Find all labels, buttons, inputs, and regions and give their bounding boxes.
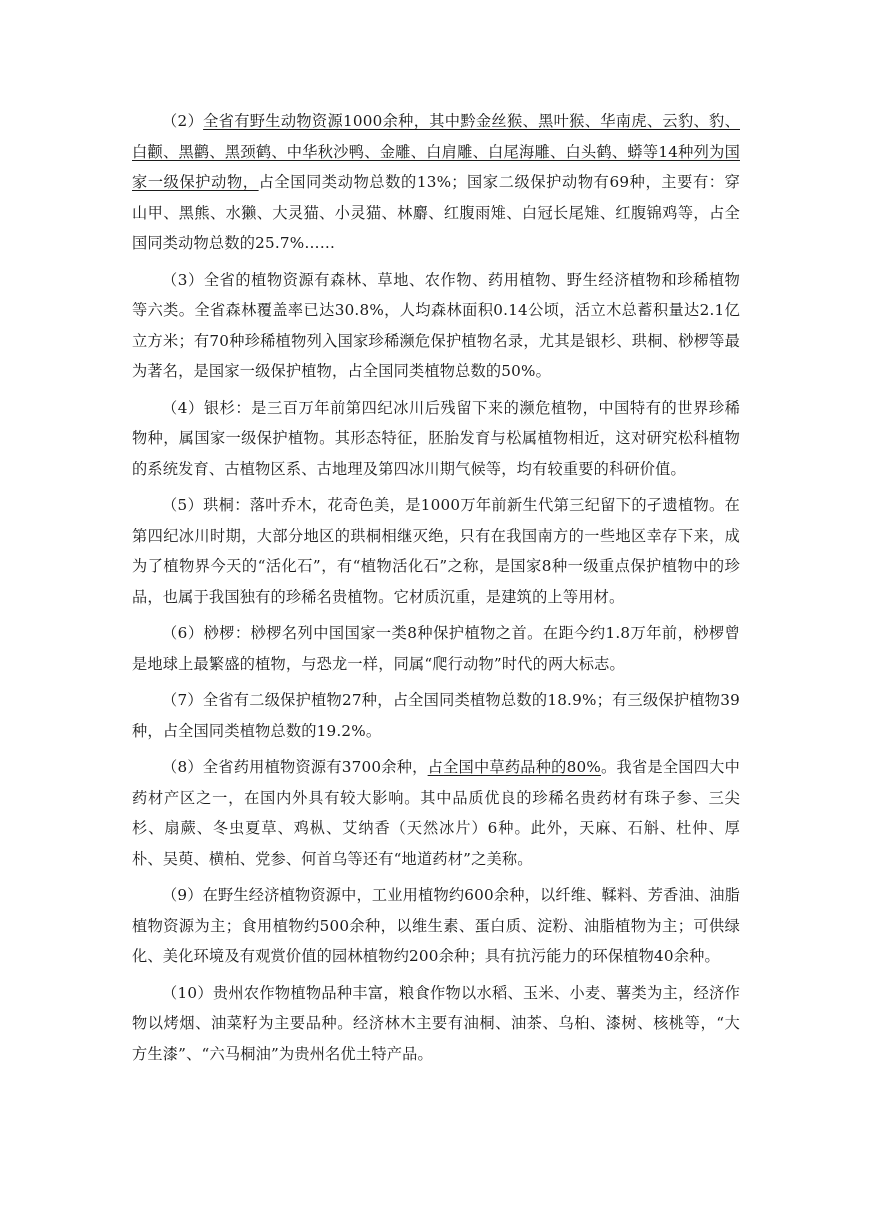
paragraph-plant-resources — [132, 265, 740, 387]
paragraph-suoluo — [132, 618, 740, 679]
paragraph-text: （10）贵州农作物植物品种丰富，粮食作物以水稻、玉米、小麦、薯类为主，经济作物以烤烟、油菜籽为主要品种。经济林木主要有油桐、油茶、乌桕、漆树、核桃等，“大方生漆”、“六马桐油”为贵州名优土特产品。 — [132, 983, 740, 1063]
paragraph-text: （8）全省药用植物资源有3700余种， — [162, 758, 428, 776]
paragraph-text: （9）在野生经济植物资源中，工业用植物约600余种，以纤维、鞣料、芳香油、油脂植物资源为主；食用植物约500余种，以维生素、蛋白质、淀粉、油脂植物为主；可供绿化、美化环境及有观赏价值的园林植物约200余种；具有抗污能力的环保植物40余种。 — [132, 886, 741, 965]
paragraph-protected-plants — [132, 685, 740, 746]
paragraph-text: （4）银杉：是三百万年前第四纪冰川后残留下来的濒危植物，中国特有的世界珍稀物种，属国家一级保护植物。其形态特征，胚胎发育与松属植物相近，这对研究松科植物的系统发育、古植物区系、古地理及第四冰川期气候等，均有较重要的科研价值。 — [132, 398, 740, 478]
document-body — [132, 106, 740, 1075]
paragraph-text: （6）桫椤：桫椤名列中国国家一类8种保护植物之首。在距今约1.8万年前，桫椤曾是地球上最繁盛的植物，与恐龙一样，同属“爬行动物”时代的两大标志。 — [132, 624, 740, 673]
paragraph-text: 。我省是全国四大中药材产区之一，在国内外具有较大影响。其中品质优良的珍稀名贵药材有珠子参、三尖杉、扇蕨、冬虫夏草、鸡枞、艾纳香（天然冰片）6种。此外，天麻、石斛、杜仲、厚朴、吴萸、横柏、党参、何首乌等还有“地道药材”之美称。 — [132, 758, 740, 868]
paragraph-text: （7）全省有二级保护植物27种，占全国同类植物总数的18.9%；有三级保护植物39种，占全国同类植物总数的19.2%。 — [132, 691, 740, 740]
paragraph-text: （3）全省的植物资源有森林、草地、农作物、药用植物、野生经济植物和珍稀植物等六类。全省森林覆盖率已达30.8%，人均森林面积0.14公顷，活立木总蓄积量达2.1亿立方米；有70种珍稀植物列入国家珍稀濒危保护植物名录，尤其是银杉、珙桐、桫椤等最为著名，是国家一级保护植物，占全国同类植物总数的50%。 — [132, 270, 740, 380]
paragraph-text: 占全国同类动物总数的13%；国家二级保护动物有69种，主要有：穿山甲、黑熊、水獭、大灵猫、小灵猫、林麝、红腹雨雉、白冠长尾雉、红腹锦鸡等，占全国同类动物总数的25.7%…… — [132, 173, 740, 252]
paragraph-medicinal-plants — [132, 752, 740, 874]
paragraph-wild-animals — [132, 106, 740, 259]
paragraph-economic-plants — [132, 880, 740, 972]
underlined-text: 占全国中草药品种的80% — [427, 758, 601, 776]
paragraph-text: （5）珙桐：落叶乔木，花奇色美，是1000万年前新生代第三纪留下的孑遗植物。在第四纪冰川时期，大部分地区的珙桐相继灭绝，只有在我国南方的一些地区幸存下来，成为了植物界今天的“活化石”，有“植物活化石”之称，是国家8种一级重点保护植物中的珍品，也属于我国独有的珍稀名贵植物。它材质沉重，是建筑的上等用材。 — [132, 496, 740, 606]
paragraph-crops — [132, 978, 740, 1070]
paragraph-yinshan — [132, 393, 740, 485]
underlined-text: 全省有野生动物资源1000余种，其中黔金丝猴、黑叶猴、华南虎、云豹、豹、白颧、黑鹳、黑颈鹤、中华秋沙鸭、金雕、白肩雕、白尾海雕、白头鹤、蟒等14种列为国家一级保护动物， — [132, 112, 740, 191]
paragraph-number: （2） — [162, 112, 204, 130]
paragraph-gongtong — [132, 490, 740, 612]
